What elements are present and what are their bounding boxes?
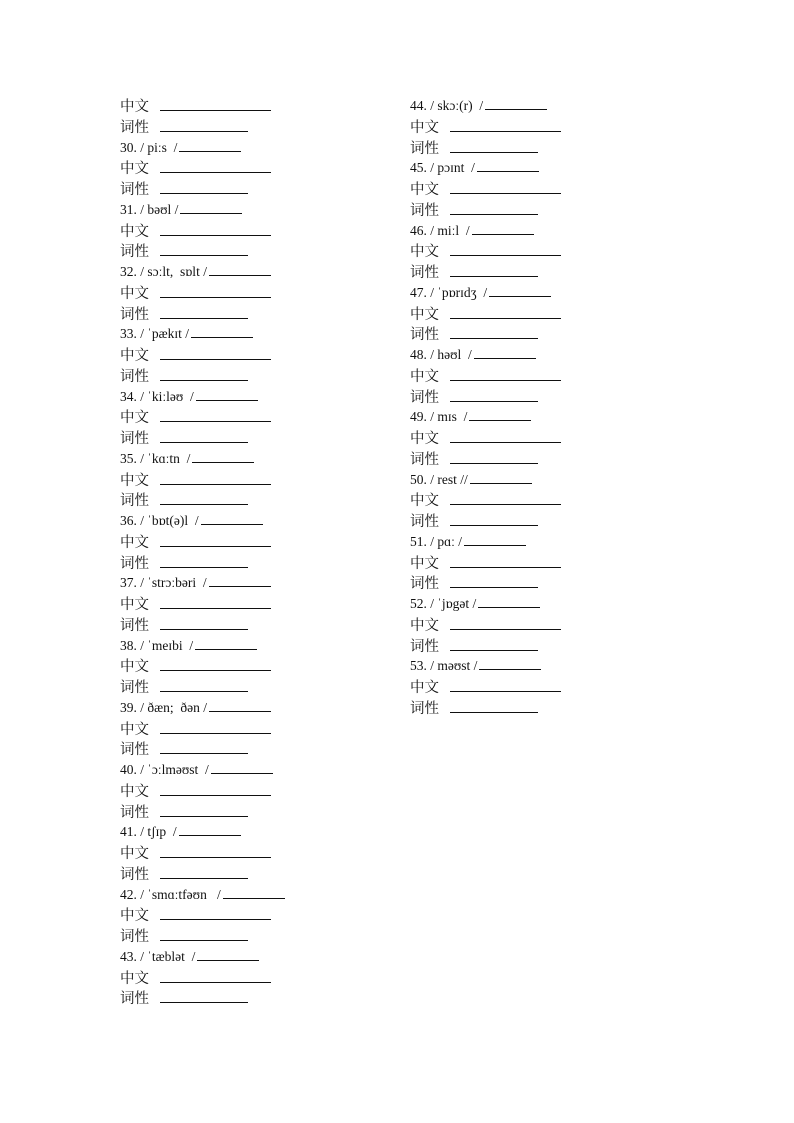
word-blank[interactable] [469, 407, 531, 421]
pos-row [120, 366, 285, 387]
chinese-blank[interactable] [450, 490, 561, 505]
pos-row [120, 490, 285, 511]
pos-label: 词性 [410, 700, 439, 717]
chinese-label: 中文 [120, 410, 149, 427]
chinese-row [410, 304, 561, 325]
pos-blank[interactable] [450, 511, 538, 526]
word-blank[interactable] [195, 636, 257, 650]
word-blank[interactable] [201, 511, 263, 525]
phonetic-row [410, 407, 561, 428]
phonetic-row [120, 822, 285, 843]
chinese-label: 中文 [410, 306, 439, 323]
pos-row [120, 117, 285, 138]
pos-row [410, 511, 561, 532]
chinese-blank[interactable] [160, 781, 271, 796]
vocab-item [120, 885, 285, 947]
pos-blank[interactable] [160, 988, 248, 1003]
phonetic-row [120, 449, 285, 470]
phonetic-text: 49. / mɪs / [410, 409, 468, 425]
phonetic-row [120, 947, 285, 968]
word-blank[interactable] [180, 200, 242, 214]
pos-blank[interactable] [160, 490, 248, 505]
chinese-blank[interactable] [160, 407, 271, 422]
right-column [410, 96, 561, 719]
chinese-label: 中文 [410, 182, 439, 198]
word-blank[interactable] [479, 656, 541, 670]
phonetic-text: 42. / ˈsmɑːtfəʊn / [120, 886, 221, 902]
chinese-label: 中文 [120, 161, 149, 178]
vocab-item [410, 96, 561, 158]
pos-blank[interactable] [160, 241, 248, 256]
phonetic-row [410, 345, 561, 366]
word-blank[interactable] [474, 345, 536, 359]
pos-blank[interactable] [450, 449, 538, 464]
chinese-row [410, 117, 561, 138]
chinese-row [120, 96, 285, 117]
pos-label: 词性 [410, 576, 439, 593]
pos-blank[interactable] [160, 428, 248, 443]
phonetic-row [120, 760, 285, 781]
vocab-item [120, 511, 285, 573]
chinese-row [410, 553, 561, 574]
chinese-blank[interactable] [450, 179, 561, 194]
pos-row [410, 262, 561, 283]
pos-label: 词性 [410, 451, 439, 468]
chinese-blank[interactable] [160, 968, 271, 983]
phonetic-text: 37. / ˈstrɔːbəri / [120, 575, 207, 591]
pos-row [120, 179, 285, 200]
phonetic-text: 51. / pɑː / [410, 533, 463, 549]
pos-row [410, 324, 561, 345]
pos-blank[interactable] [160, 864, 248, 879]
pos-label: 词性 [120, 368, 149, 385]
vocab-item [120, 760, 285, 822]
phonetic-text: 47. / ˈpɒrɪdʒ / [410, 284, 488, 300]
vocab-item [120, 387, 285, 449]
pos-row [410, 138, 561, 159]
chinese-blank[interactable] [450, 304, 561, 319]
pos-blank[interactable] [160, 553, 248, 568]
pos-row [410, 698, 561, 719]
pos-blank[interactable] [450, 573, 538, 588]
phonetic-row [410, 96, 561, 117]
phonetic-row [410, 283, 561, 304]
pos-row [120, 241, 285, 262]
word-blank[interactable] [209, 698, 271, 712]
pos-blank[interactable] [450, 138, 538, 153]
word-blank[interactable] [478, 594, 540, 608]
pos-label: 词性 [120, 306, 149, 323]
word-blank[interactable] [489, 283, 551, 297]
pos-row [120, 553, 285, 574]
chinese-blank[interactable] [160, 719, 271, 734]
chinese-row [120, 221, 285, 242]
pos-row [120, 802, 285, 823]
phonetic-text: 35. / ˈkɑːtn / [120, 450, 191, 466]
chinese-label: 中文 [410, 244, 439, 261]
pos-blank[interactable] [160, 304, 248, 319]
phonetic-text: 36. / ˈbɒt(ə)l / [120, 513, 199, 528]
chinese-row [120, 283, 285, 304]
vocab-item [410, 594, 561, 656]
pos-label: 词性 [120, 244, 149, 261]
pos-row [120, 864, 285, 885]
chinese-label: 中文 [120, 99, 149, 115]
phonetic-text: 44. / skɔː(r) / [410, 98, 484, 113]
chinese-row [120, 532, 285, 553]
chinese-blank[interactable] [160, 345, 271, 360]
phonetic-text: 32. / sɔːlt, sɒlt / [120, 264, 207, 279]
pos-blank[interactable] [160, 615, 248, 630]
pos-blank[interactable] [450, 324, 538, 339]
word-blank[interactable] [192, 449, 254, 463]
chinese-blank[interactable] [160, 470, 271, 485]
chinese-label: 中文 [120, 597, 149, 613]
pos-blank[interactable] [450, 262, 538, 277]
pos-blank[interactable] [450, 387, 538, 402]
pos-blank[interactable] [450, 200, 538, 215]
chinese-label: 中文 [410, 119, 439, 136]
pos-label: 词性 [410, 327, 439, 344]
pos-blank[interactable] [450, 636, 538, 651]
word-blank[interactable] [179, 822, 241, 836]
pos-label: 词性 [410, 265, 439, 281]
chinese-row [120, 719, 285, 740]
phonetic-text: 33. / ˈpækɪt / [120, 326, 190, 342]
chinese-row [410, 179, 561, 200]
pos-row [410, 387, 561, 408]
pos-label: 词性 [120, 804, 149, 821]
phonetic-text: 50. / rest // [410, 471, 468, 487]
pos-row [120, 428, 285, 449]
phonetic-text: 43. / ˈtæblət / [120, 948, 196, 964]
pos-label: 词性 [120, 119, 149, 136]
phonetic-text: 34. / ˈkiːləʊ / [120, 388, 194, 404]
chinese-blank[interactable] [160, 532, 271, 547]
chinese-blank[interactable] [160, 843, 271, 858]
vocab-item [120, 449, 285, 511]
pos-row [120, 739, 285, 760]
pos-label: 词性 [410, 389, 439, 406]
pos-row [120, 304, 285, 325]
phonetic-row [120, 200, 285, 221]
word-blank[interactable] [485, 96, 547, 110]
word-blank[interactable] [472, 221, 534, 235]
chinese-label: 中文 [120, 534, 149, 551]
vocab-item [120, 822, 285, 884]
pos-blank[interactable] [160, 739, 248, 754]
chinese-label: 中文 [410, 555, 439, 572]
chinese-blank[interactable] [160, 221, 271, 236]
pos-row [410, 573, 561, 594]
word-blank[interactable] [223, 885, 285, 899]
chinese-label: 中文 [120, 970, 149, 987]
vocab-item [410, 656, 561, 718]
chinese-row [410, 366, 561, 387]
pos-blank[interactable] [160, 802, 248, 817]
vocab-item [410, 283, 561, 345]
pos-row [410, 200, 561, 221]
word-blank[interactable] [191, 324, 253, 338]
pos-label: 词性 [120, 866, 149, 883]
phonetic-row [120, 138, 285, 159]
pos-blank[interactable] [160, 677, 248, 692]
pos-label: 词性 [120, 742, 149, 759]
chinese-blank[interactable] [160, 594, 271, 609]
chinese-label: 中文 [120, 846, 149, 862]
chinese-blank[interactable] [450, 677, 561, 692]
pos-row [120, 926, 285, 947]
chinese-row [120, 158, 285, 179]
pos-label: 词性 [120, 929, 149, 945]
pos-row [410, 636, 561, 657]
word-blank[interactable] [196, 387, 258, 401]
phonetic-row [120, 511, 285, 532]
pos-label: 词性 [120, 991, 149, 1008]
vocab-item [120, 947, 285, 1009]
chinese-label: 中文 [410, 617, 439, 634]
phonetic-row [410, 532, 561, 553]
phonetic-text: 31. / bəʊl / [120, 201, 179, 217]
phonetic-row [120, 262, 285, 283]
phonetic-text: 38. / ˈmeɪbi / [120, 637, 194, 653]
chinese-label: 中文 [120, 348, 149, 364]
pos-row [410, 449, 561, 470]
vocab-item [410, 470, 561, 532]
pos-blank[interactable] [160, 366, 248, 381]
vocab-item [120, 200, 285, 262]
word-blank[interactable] [464, 532, 526, 546]
chinese-blank[interactable] [160, 96, 271, 111]
word-blank[interactable] [211, 760, 273, 774]
chinese-label: 中文 [410, 680, 439, 696]
phonetic-row [410, 158, 561, 179]
word-blank[interactable] [209, 573, 271, 587]
chinese-row [120, 843, 285, 864]
chinese-row [410, 490, 561, 511]
chinese-blank[interactable] [450, 553, 561, 568]
chinese-row [410, 615, 561, 636]
phonetic-text: 46. / miːl / [410, 222, 470, 238]
chinese-blank[interactable] [160, 283, 271, 298]
chinese-blank[interactable] [160, 905, 271, 920]
chinese-row [120, 781, 285, 802]
vocab-item [120, 324, 285, 386]
chinese-label: 中文 [120, 223, 149, 240]
vocab-item [410, 158, 561, 220]
vocab-item [120, 262, 285, 324]
chinese-blank[interactable] [450, 615, 561, 630]
pos-label: 词性 [410, 140, 439, 157]
pos-label: 词性 [120, 617, 149, 634]
phonetic-row [410, 594, 561, 615]
vocab-item [410, 221, 561, 283]
chinese-label: 中文 [120, 908, 149, 925]
pos-label: 词性 [410, 514, 439, 530]
phonetic-text: 53. / məʊst / [410, 658, 478, 674]
left-column [120, 96, 285, 1009]
pos-blank[interactable] [160, 179, 248, 194]
phonetic-text: 30. / piːs / [120, 139, 178, 155]
vocab-item [410, 345, 561, 407]
chinese-row [410, 428, 561, 449]
word-blank[interactable] [470, 470, 532, 484]
chinese-row [410, 241, 561, 262]
phonetic-text: 41. / tʃɪp / [120, 824, 177, 840]
chinese-label: 中文 [410, 431, 439, 447]
chinese-label: 中文 [410, 368, 439, 385]
pos-row [120, 615, 285, 636]
phonetic-row [410, 470, 561, 491]
phonetic-row [120, 573, 285, 594]
word-blank[interactable] [179, 138, 241, 152]
pos-label: 词性 [120, 493, 149, 510]
phonetic-row [410, 656, 561, 677]
word-blank[interactable] [477, 158, 539, 172]
word-blank[interactable] [197, 947, 259, 961]
chinese-label: 中文 [120, 659, 149, 676]
phonetic-row [120, 324, 285, 345]
vocab-item [120, 636, 285, 698]
phonetic-row [120, 698, 285, 719]
chinese-label: 中文 [410, 493, 439, 510]
pos-label: 词性 [120, 431, 149, 447]
pos-label: 词性 [410, 638, 439, 655]
chinese-blank[interactable] [450, 117, 561, 132]
pos-row [120, 677, 285, 698]
chinese-label: 中文 [120, 783, 149, 800]
phonetic-text: 40. / ˈɔːlməʊst / [120, 762, 209, 777]
phonetic-text: 52. / ˈjɒgət / [410, 596, 477, 611]
phonetic-row [120, 636, 285, 657]
pos-row [120, 988, 285, 1009]
chinese-blank[interactable] [450, 428, 561, 443]
pos-blank[interactable] [160, 117, 248, 132]
chinese-label: 中文 [120, 472, 149, 489]
phonetic-row [120, 885, 285, 906]
vocab-item [120, 138, 285, 200]
phonetic-row [410, 221, 561, 242]
chinese-blank[interactable] [160, 656, 271, 671]
phonetic-text: 45. / pɔɪnt / [410, 160, 475, 176]
vocab-item [410, 532, 561, 594]
pos-label: 词性 [120, 680, 149, 696]
pos-blank[interactable] [450, 698, 538, 713]
chinese-row [120, 407, 285, 428]
chinese-row [120, 345, 285, 366]
chinese-row [120, 656, 285, 677]
phonetic-row [120, 387, 285, 408]
phonetic-text: 39. / ðæn; ðən / [120, 699, 207, 715]
chinese-row [120, 594, 285, 615]
chinese-blank[interactable] [450, 366, 561, 381]
chinese-blank[interactable] [450, 241, 561, 256]
vocab-item [410, 407, 561, 469]
pos-label: 词性 [120, 182, 149, 198]
chinese-row [120, 470, 285, 491]
pos-label: 词性 [410, 202, 439, 219]
chinese-label: 中文 [120, 285, 149, 302]
pos-label: 词性 [120, 555, 149, 572]
chinese-row [120, 968, 285, 989]
vocab-item [120, 573, 285, 635]
chinese-row [120, 905, 285, 926]
chinese-blank[interactable] [160, 158, 271, 173]
word-blank[interactable] [209, 262, 271, 276]
vocab-item [120, 698, 285, 760]
pos-blank[interactable] [160, 926, 248, 941]
chinese-row [410, 677, 561, 698]
chinese-label: 中文 [120, 721, 149, 738]
phonetic-text: 48. / həʊl / [410, 347, 472, 362]
